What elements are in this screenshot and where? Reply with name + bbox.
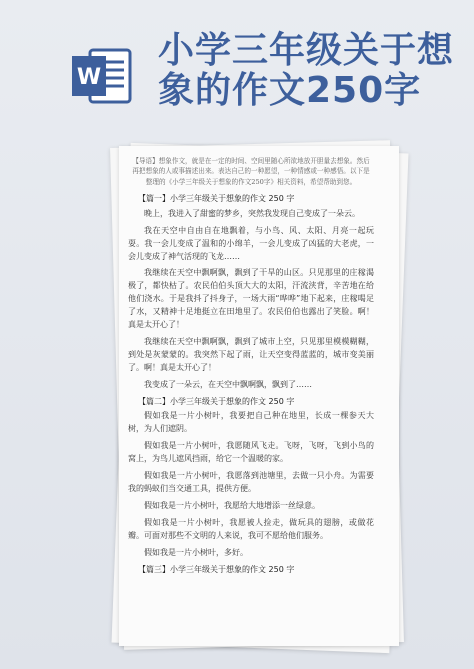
header: [0, 0, 474, 120]
paragraph-list: [128, 193, 374, 577]
paragraph: 我在天空中自由自在地飘着，与小鸟、风、太阳、月亮一起玩耍。我一会儿变成了温和的小绵羊，一会儿变成了凶猛的大老虎，一会儿变成了神气活现的飞龙……: [128, 225, 374, 261]
paragraph: 假如我是一片小树叶，多好。: [144, 547, 248, 557]
section-heading: 【篇三】小学三年级关于想象的作文 250 字: [138, 564, 295, 574]
document-intro: 【导语】想象作文，就是在一定的时间、空间里随心所欲地放开胆量去想象。然后再把想象的人或事描述出来。表达自己的一种愿望，一种情感或一种感悟。以下是整理的《小学三年级关于想象的作文250字》相关资料，希望帮助到您。: [132, 157, 370, 186]
paragraph: 我变成了一朵云，在天空中飘啊飘，飘到了……: [144, 379, 312, 389]
word-icon: [70, 44, 134, 108]
page-title-line1: 小学三年级关于想: [158, 30, 455, 71]
paragraph: 假如我是一片小树叶，我愿给大地增添一丝绿意。: [144, 500, 320, 510]
paragraph: 晚上，我进入了甜蜜的梦乡，突然我发现自己变成了一朵云。: [144, 208, 360, 218]
document-body: [128, 156, 374, 578]
svg-text:W: W: [76, 65, 102, 90]
paragraph: 我继续在天空中飘啊飘，飘到了城市上空，只见那里模模糊糊，到处是灰蒙蒙的。我突然下起了雨，让天空变得蓝蓝的，城市变美丽了。啊！真是太开心了！: [128, 336, 374, 372]
section-heading: 【篇一】小学三年级关于想象的作文 250 字: [138, 193, 295, 203]
page-title-line2: 象的作文250字: [158, 70, 422, 111]
paragraph: 我继续在天空中飘啊飘，飘到了干旱的山区。只见那里的庄稼渴极了，都快枯了。农民伯伯头顶大大的太阳，汗流浃背，辛苦地在给他们浇水。于是我抖了抖身子，一场大雨“哗哗”地下起来，庄稼喝足了水，又精神十足地挺立在田地里了。农民伯伯也露出了笑脸。啊！真是太开心了！: [128, 268, 374, 330]
paragraph: 假如我是一片小树叶，我愿被人捡走，做玩具的翅膀，或做花瓣。可面对那些不文明的人来说，我可不愿给他们服务。: [128, 517, 374, 540]
paragraph: 假如我是一片小树叶，我愿落到池塘里，去做一只小舟。为需要我的蚂蚁们当交通工具，提供方便。: [128, 471, 374, 494]
section-heading: 【篇二】小学三年级关于想象的作文 250 字: [138, 396, 295, 406]
paragraph: 假如我是一片小树叶，我要把自己种在地里，长成一棵参天大树，为人们遮阴。: [128, 411, 374, 434]
paragraph: 假如我是一片小树叶，我愿随风飞走。飞呀，飞呀，飞到小鸟的窝上，为鸟儿遮风挡雨，给它一个温暖的家。: [128, 441, 374, 464]
